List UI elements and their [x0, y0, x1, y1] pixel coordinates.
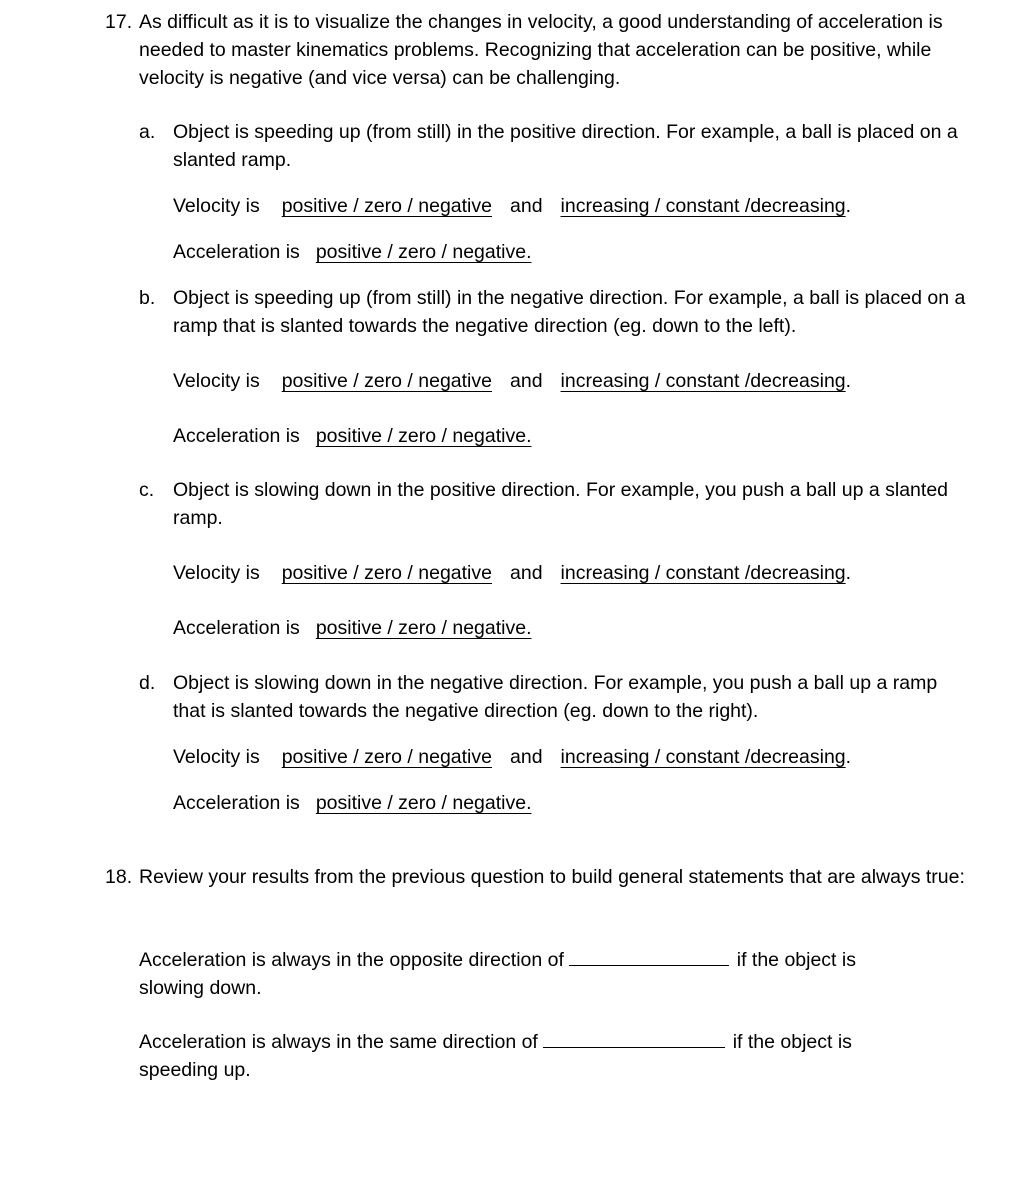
velocity-line-c — [173, 559, 851, 587]
acceleration-label: Acceleration is — [173, 425, 300, 447]
item-text: Object is speeding up (from still) in the negative direction. For example, a ball is placed on a ramp that is slanted towards the negative direction (eg. down to the left). — [173, 287, 966, 337]
item-letter: c. — [139, 479, 155, 501]
question-text: Review your results from the previous question to build general statements that are always true: — [139, 866, 965, 888]
acceleration-options[interactable]: positive / zero / negative. — [315, 792, 532, 814]
acceleration-line-b — [173, 422, 532, 450]
item-text: Object is slowing down in the positive direction. For example, you push a ball up a slanted ramp. — [173, 479, 949, 529]
velocity-line-a — [173, 192, 851, 220]
acceleration-options[interactable]: positive / zero / negative. — [315, 617, 532, 639]
change-options[interactable]: increasing / constant /decreasing — [560, 746, 846, 768]
statement-text: slowing down. — [139, 977, 262, 999]
velocity-label: Velocity is — [173, 746, 260, 768]
question-number: 18. — [105, 866, 133, 888]
statement-text: Acceleration is always in the same direction of — [139, 1031, 538, 1053]
statement-same — [139, 1027, 939, 1084]
statement-text: speeding up. — [139, 1059, 251, 1081]
period: . — [845, 195, 852, 217]
item-letter: d. — [139, 672, 156, 694]
change-options[interactable]: increasing / constant /decreasing — [560, 195, 846, 217]
change-options[interactable]: increasing / constant /decreasing — [560, 370, 846, 392]
acceleration-options[interactable]: positive / zero / negative. — [315, 241, 532, 263]
acceleration-line-a — [173, 238, 532, 266]
answer-blank[interactable] — [543, 1027, 725, 1048]
velocity-label: Velocity is — [173, 562, 260, 584]
velocity-line-d — [173, 743, 851, 771]
velocity-options[interactable]: positive / zero / negative — [281, 195, 492, 217]
and-word: and — [510, 562, 543, 584]
acceleration-label: Acceleration is — [173, 617, 300, 639]
period: . — [845, 370, 852, 392]
question-number: 17. — [105, 11, 133, 33]
statement-text: Acceleration is always in the opposite direction of — [139, 949, 564, 971]
statement-text: if the object is — [736, 949, 856, 971]
velocity-options[interactable]: positive / zero / negative — [281, 746, 492, 768]
item-letter: b. — [139, 287, 156, 309]
and-word: and — [510, 195, 543, 217]
velocity-label: Velocity is — [173, 370, 260, 392]
acceleration-label: Acceleration is — [173, 792, 300, 814]
question-17 — [105, 8, 985, 92]
item-c — [139, 476, 969, 532]
acceleration-line-d — [173, 789, 532, 817]
item-d — [139, 669, 969, 725]
velocity-label: Velocity is — [173, 195, 260, 217]
velocity-line-b — [173, 367, 851, 395]
change-options[interactable]: increasing / constant /decreasing — [560, 562, 846, 584]
statement-opposite — [139, 945, 939, 1002]
velocity-options[interactable]: positive / zero / negative — [281, 370, 492, 392]
item-text: Object is slowing down in the negative direction. For example, you push a ball up a ramp that is slanted towards the negative direction (eg. down to the right). — [173, 672, 938, 722]
acceleration-options[interactable]: positive / zero / negative. — [315, 425, 532, 447]
statement-text: if the object is — [732, 1031, 852, 1053]
period: . — [845, 562, 852, 584]
velocity-options[interactable]: positive / zero / negative — [281, 562, 492, 584]
item-letter: a. — [139, 121, 156, 143]
and-word: and — [510, 370, 543, 392]
and-word: and — [510, 746, 543, 768]
item-b — [139, 284, 969, 340]
question-text: As difficult as it is to visualize the changes in velocity, a good understanding of acceleration is needed to master kinematics problems. Recognizing that acceleration can be positive, while velocity is negative (and vice versa) can be challenging. — [139, 11, 943, 89]
item-text: Object is speeding up (from still) in the positive direction. For example, a ball is placed on a slanted ramp. — [173, 121, 958, 171]
question-18 — [105, 863, 985, 891]
period: . — [845, 746, 852, 768]
answer-blank[interactable] — [569, 945, 729, 966]
acceleration-line-c — [173, 614, 532, 642]
item-a — [139, 118, 969, 174]
acceleration-label: Acceleration is — [173, 241, 300, 263]
